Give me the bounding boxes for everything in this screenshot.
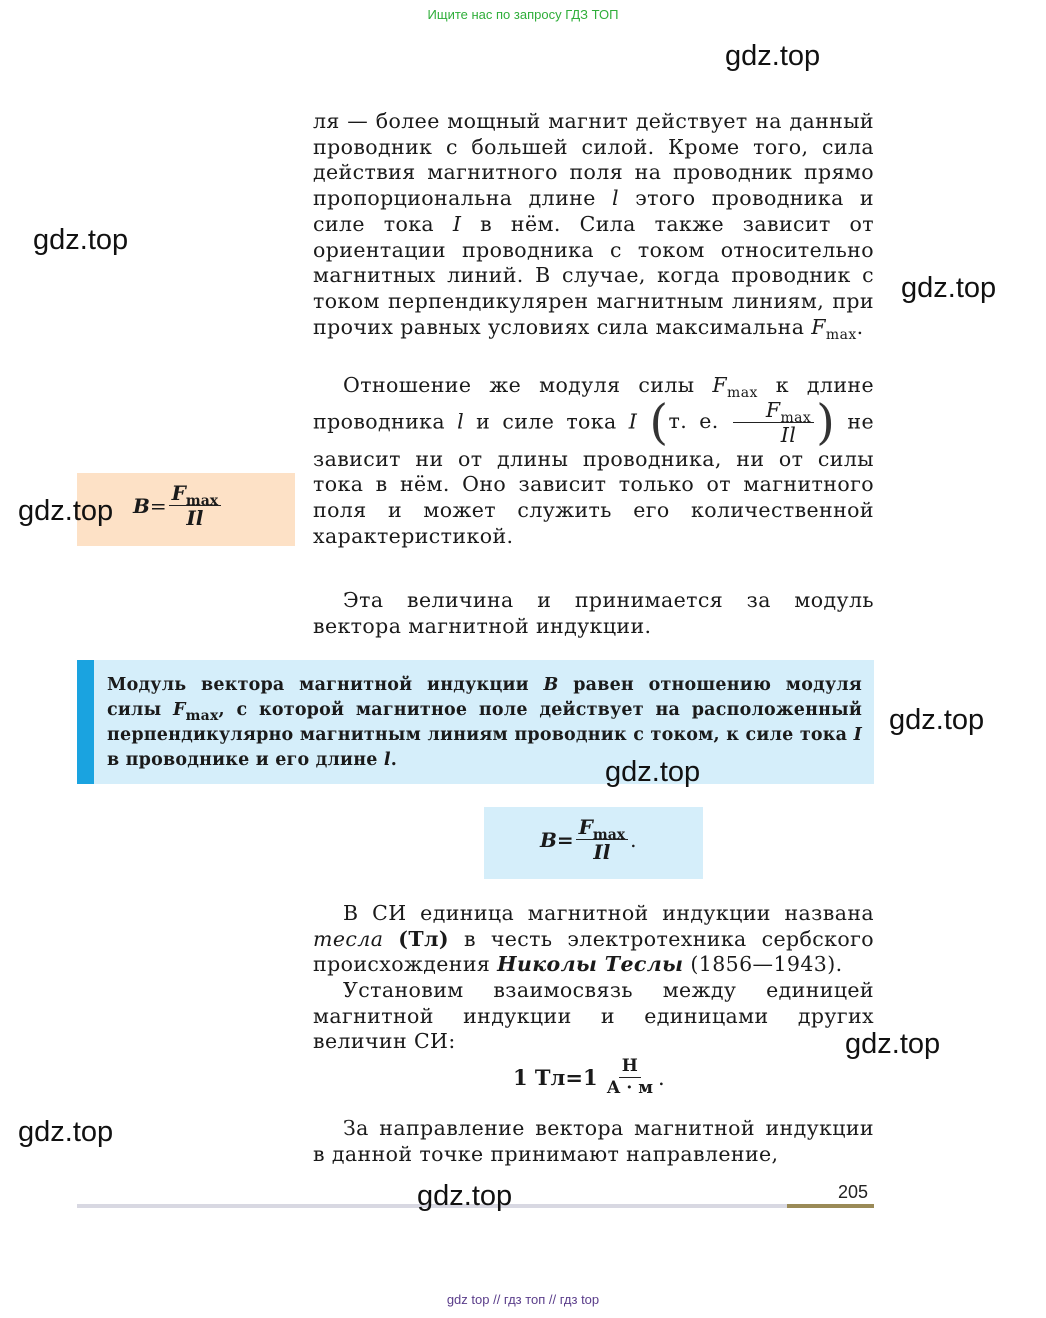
var-I: I	[628, 409, 638, 434]
equals-sign: =	[149, 493, 167, 518]
main-formula-box	[484, 807, 703, 879]
unit-formula	[513, 1058, 665, 1097]
var-F: F	[811, 314, 826, 339]
text: Эта величина и принимается за модуль вектора магнитной индукции.	[313, 588, 874, 638]
subscript-max: max	[185, 708, 219, 724]
watermark: gdz.top	[18, 495, 114, 527]
definition-box	[77, 660, 874, 784]
paren-close: )	[816, 394, 836, 451]
bottom-links[interactable]: gdz top // гдз топ // гдз top	[446, 1292, 600, 1307]
var-F: F	[171, 481, 186, 505]
subscript-max: max	[727, 385, 758, 401]
text: в честь электротехника сербского происхождения	[313, 926, 875, 977]
period: .	[630, 827, 637, 852]
fraction-denominator: Il	[186, 506, 204, 530]
text: Отношение же модуля силы	[343, 373, 713, 397]
text: равен отношению модуля силы	[107, 675, 863, 720]
fraction	[169, 483, 221, 528]
top-banner[interactable]: Ищите нас по запросу ГДЗ ТОП	[427, 7, 619, 22]
person-name: Николы Теслы	[497, 952, 684, 977]
equals-sign: =	[565, 1065, 583, 1090]
watermark: gdz.top	[417, 1180, 513, 1212]
footer-rule-accent	[787, 1204, 874, 1208]
text: этого проводника и силе тока	[313, 186, 874, 236]
unit-symbol: (Тл)	[398, 926, 449, 951]
text: , с которой магнитное поле действует на расположенный перпендикулярно магнитным линиям проводник с током, к силе тока	[107, 700, 863, 745]
fraction-numerator: Н	[619, 1058, 641, 1078]
paragraph-2	[313, 373, 874, 550]
paragraph-6	[313, 1116, 874, 1167]
side-formula	[133, 483, 223, 528]
paragraph-5	[313, 978, 874, 1055]
paragraph-4	[313, 901, 874, 978]
var-F: F	[765, 397, 781, 422]
watermark: gdz.top	[725, 40, 821, 72]
page-number: 205	[838, 1182, 869, 1202]
var-B: B	[540, 827, 557, 852]
subscript-max: max	[825, 326, 857, 343]
formula-lhs: 1 Тл	[513, 1065, 566, 1090]
watermark: gdz.top	[845, 1028, 941, 1060]
formula-one: 1	[582, 1065, 598, 1090]
watermark: gdz.top	[18, 1116, 114, 1148]
text: За направление вектора магнитной индукции в данной точке принимают направление,	[313, 1116, 874, 1166]
var-l: l	[612, 186, 619, 211]
main-formula	[540, 817, 636, 862]
fraction-denominator: А · м	[606, 1078, 653, 1098]
var-F: F	[712, 373, 728, 397]
definition-text	[107, 673, 862, 773]
text: к длине проводника	[313, 373, 874, 434]
text: Модуль вектора магнитной индукции	[107, 675, 544, 695]
paren-open: (	[649, 394, 669, 451]
var-I: I	[853, 725, 862, 745]
text: в нём. Сила также зависит от ориентации проводника с током относительно магнитных линий. В случае, когда проводник с током перпендикулярен магнитным линиям, при прочих равных условиях сила максимальна	[313, 211, 874, 339]
text: и силе тока	[464, 409, 629, 434]
paragraph-3	[313, 588, 874, 639]
fraction-denominator: Il	[593, 840, 611, 864]
watermark: gdz.top	[889, 704, 985, 736]
text: .	[390, 750, 397, 770]
fraction	[576, 817, 628, 862]
var-F: F	[173, 700, 186, 720]
text: .	[856, 314, 864, 339]
var-B: B	[133, 493, 150, 518]
definition-stripe	[77, 660, 94, 784]
var-F: F	[578, 815, 593, 839]
var-l: l	[383, 750, 391, 770]
subscript-max: max	[780, 409, 812, 426]
watermark: gdz.top	[901, 272, 997, 304]
inline-fraction-group	[649, 394, 836, 451]
text: (1856—1943).	[683, 952, 843, 977]
unit-fraction	[604, 1058, 656, 1097]
text: в проводнике и его длине	[107, 750, 384, 770]
text: Установим взаимосвязь между единицей магнитной индукции и единицами других величин СИ:	[313, 978, 874, 1054]
equals-sign: =	[556, 827, 574, 852]
watermark: gdz.top	[33, 224, 129, 256]
text: В СИ единица магнитной индукции названа	[343, 901, 874, 925]
var-B: B	[543, 675, 559, 695]
subscript-max: max	[185, 493, 219, 509]
var-I: I	[452, 211, 462, 236]
period: .	[657, 1065, 665, 1090]
text: ля — более мощный магнит действует на данный проводник с большей силой. Кроме того, сила действия магнитного поля на проводник прямо пропорциональна длине	[313, 109, 874, 211]
subscript-max: max	[592, 827, 626, 843]
watermark: gdz.top	[605, 756, 701, 788]
inline-fraction	[733, 397, 814, 448]
term-tesla: тесла	[313, 926, 384, 951]
fraction-denominator: Il	[780, 423, 797, 448]
text	[383, 927, 398, 951]
text: т. е.	[668, 409, 731, 434]
paragraph-1	[313, 109, 874, 343]
text: не зависит ни от длины проводника, ни от силы тока в нём. Оно зависит только от магнитного поля и может служить его количественной характеристикой.	[313, 409, 874, 548]
var-l: l	[457, 409, 465, 434]
